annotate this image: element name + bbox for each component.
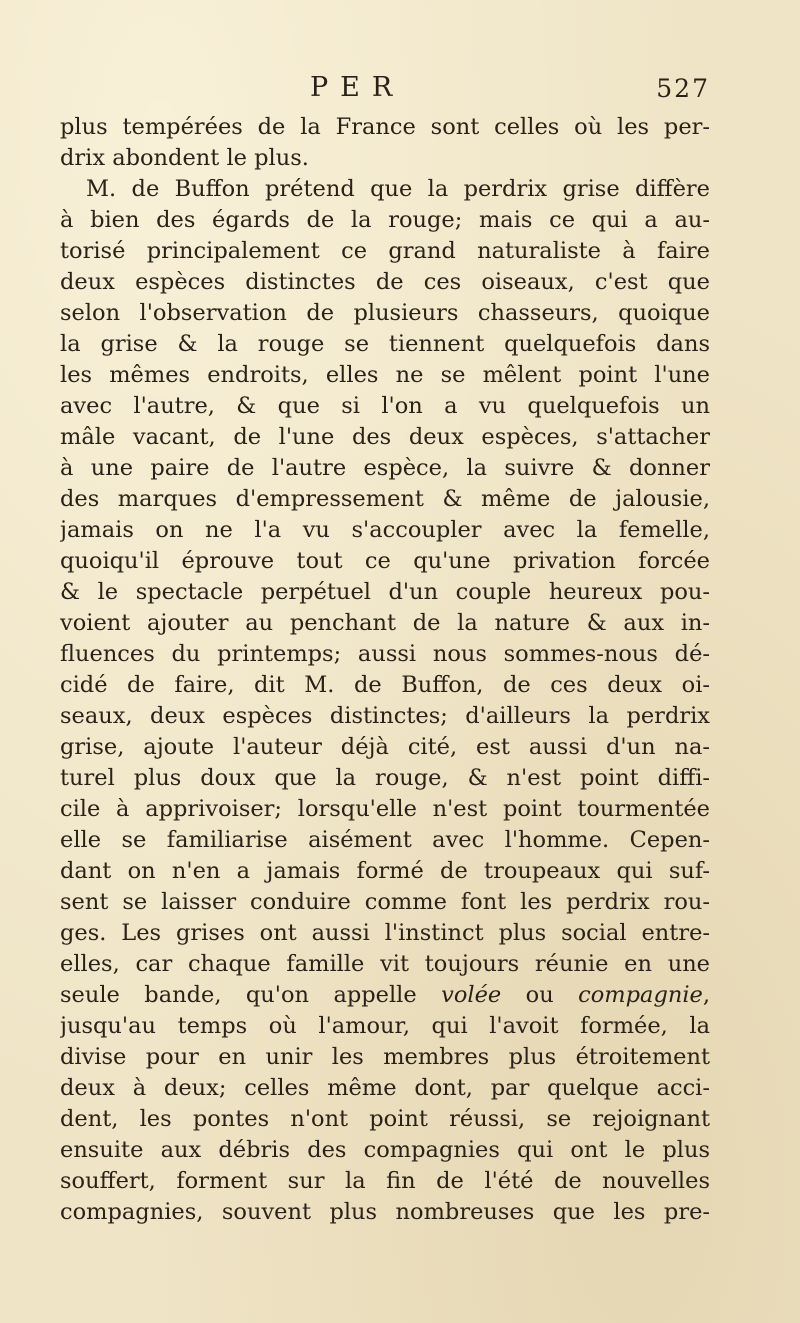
text-line: dent, les pontes n'ont point réussi, se rejoignant <box>60 1106 710 1132</box>
page-number: 527 <box>656 74 710 103</box>
text-line: divise pour en unir les membres plus étroitement <box>60 1044 710 1070</box>
text-line: grise, ajoute l'auteur déjà cité, est aussi d'un na- <box>60 734 710 760</box>
text-line: compagnies, souvent plus nombreuses que les pre- <box>60 1199 710 1225</box>
text-line: fluences du printemps; aussi nous sommes-nous dé- <box>60 641 710 667</box>
text-line: des marques d'empressement & même de jalousie, <box>60 486 710 512</box>
text-line: jusqu'au temps où l'amour, qui l'avoit formée, la <box>60 1013 710 1039</box>
text-line: cile à apprivoiser; lorsqu'elle n'est point tourmentée <box>60 796 710 822</box>
text-line: elle se familiarise aisément avec l'homme. Cepen- <box>60 827 710 853</box>
text-line: à une paire de l'autre espèce, la suivre & donner <box>60 455 710 481</box>
text-line: deux à deux; celles même dont, par quelque acci- <box>60 1075 710 1101</box>
text-line: drix abondent le plus. <box>60 145 309 171</box>
text-line: plus tempérées de la France sont celles où les per- <box>60 114 710 140</box>
running-head <box>60 72 710 112</box>
text-line: quoiqu'il éprouve tout ce qu'une privation forcée <box>60 548 710 574</box>
text-line: la grise & la rouge se tiennent quelquefois dans <box>60 331 710 357</box>
text-line: cidé de faire, dit M. de Buffon, de ces deux oi- <box>60 672 710 698</box>
text-line: selon l'observation de plusieurs chasseurs, quoique <box>60 300 710 326</box>
text-line: torisé principalement ce grand naturaliste à faire <box>60 238 710 264</box>
running-head-title: PER <box>310 72 405 103</box>
text-line: dant on n'en a jamais formé de troupeaux qui suf- <box>60 858 710 884</box>
text-line: deux espèces distinctes de ces oiseaux, c'est que <box>60 269 710 295</box>
text-line: seule bande, qu'on appelle volée ou compagnie, <box>60 982 710 1008</box>
text-line: M. de Buffon prétend que la perdrix grise diffère <box>86 176 710 202</box>
text-line: voient ajouter au penchant de la nature & aux in- <box>60 610 710 636</box>
body-text <box>60 112 710 1228</box>
text-line: sent se laisser conduire comme font les perdrix rou- <box>60 889 710 915</box>
text-line: & le spectacle perpétuel d'un couple heureux pou- <box>60 579 710 605</box>
text-line: jamais on ne l'a vu s'accoupler avec la femelle, <box>60 517 710 543</box>
text-line: seaux, deux espèces distinctes; d'ailleurs la perdrix <box>60 703 710 729</box>
text-line: ges. Les grises ont aussi l'instinct plus social entre- <box>60 920 710 946</box>
text-line: à bien des égards de la rouge; mais ce qui a au- <box>60 207 710 233</box>
text-line: les mêmes endroits, elles ne se mêlent point l'une <box>60 362 710 388</box>
text-line: souffert, forment sur la fin de l'été de nouvelles <box>60 1168 710 1194</box>
text-line: turel plus doux que la rouge, & n'est point diffi- <box>60 765 710 791</box>
text-line: avec l'autre, & que si l'on a vu quelquefois un <box>60 393 710 419</box>
text-line: mâle vacant, de l'une des deux espèces, s'attacher <box>60 424 710 450</box>
text-line: ensuite aux débris des compagnies qui ont le plus <box>60 1137 710 1163</box>
text-line: elles, car chaque famille vit toujours réunie en une <box>60 951 710 977</box>
